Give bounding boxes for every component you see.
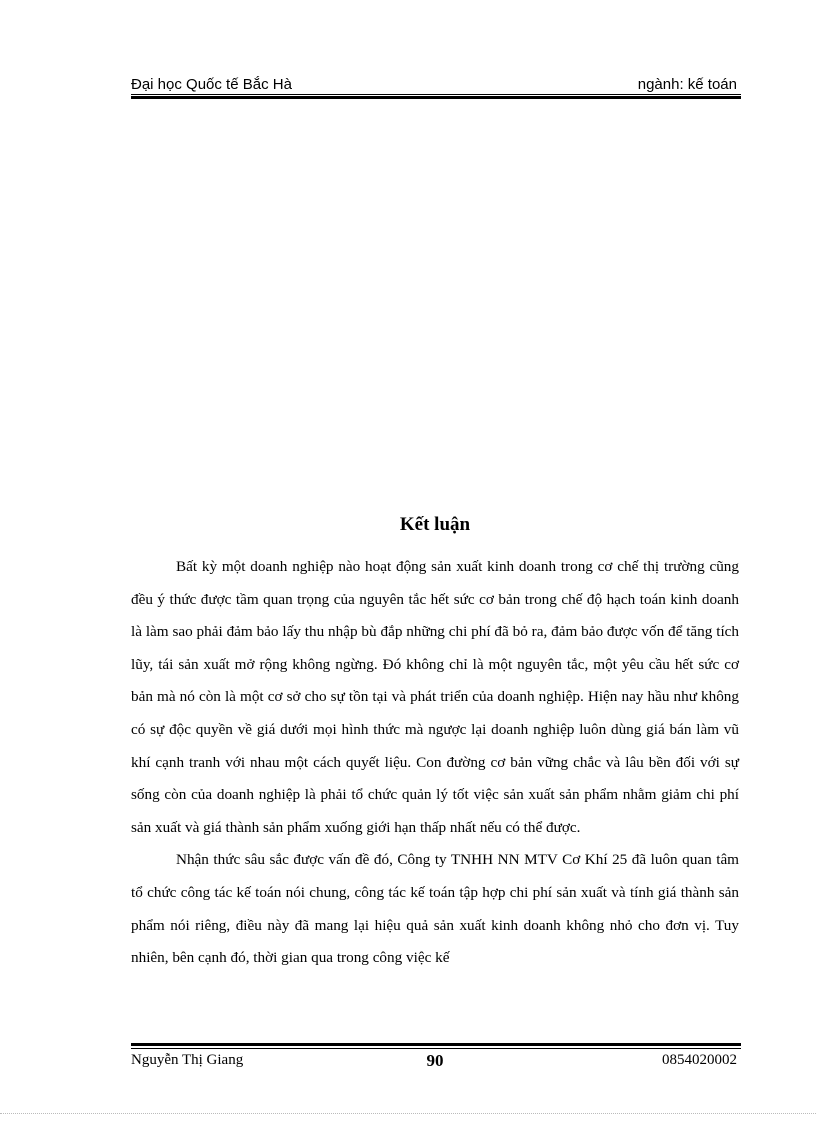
footer-rule-thick [131,1043,741,1046]
header-school: Đại học Quốc tế Bắc Hà [131,76,292,93]
footer-student-id: 0854020002 [662,1052,737,1068]
page-number: 90 [426,1051,444,1070]
body-text [131,551,739,975]
footer-rule-thin [131,1048,741,1049]
header-major: ngành: kế toán [637,76,737,93]
section-title: Kết luận [399,514,471,535]
paragraph-2: Nhận thức sâu sắc được vấn đề đó, Công ty TNHH NN MTV Cơ Khí 25 đã luôn quan tâm tổ chức công tác kế toán nói chung, công tác kế toán tập hợp chi phí sản xuất và tính giá thành sản phẩm nói riêng, điều này đã mang lại hiệu quả sản xuất kinh doanh không nhỏ cho đơn vị. Tuy nhiên, bên cạnh đó, thời gian qua trong công việc kế [131,851,739,967]
header-rule-thick [131,96,741,99]
footer-author: Nguyễn Thị Giang [131,1052,244,1068]
page-bottom-border [0,1113,816,1114]
header-rule-thin [131,94,741,95]
page-footer [131,1052,739,1074]
page-header [131,74,739,96]
paragraph-1: Bất kỳ một doanh nghiệp nào hoạt động sản xuất kinh doanh trong cơ chế thị trường cũng đều ý thức được tầm quan trọng của nguyên tắc hết sức cơ bản trong chế độ hạch toán kinh doanh là làm sao phải đảm bảo lấy thu nhập bù đắp những chi phí đã bỏ ra, đảm bảo được vốn để tăng tích lũy, tái sản xuất mở rộng không ngừng. Đó không chỉ là một nguyên tắc, một yêu cầu hết sức cơ bản mà nó còn là một cơ sở cho sự tồn tại và phát triển của doanh nghiệp. Hiện nay hầu như không có sự độc quyền về giá dưới mọi hình thức mà ngược lại doanh nghiệp luôn dùng giá bán làm vũ khí cạnh tranh với nhau một cách quyết liệu. Con đường cơ bản vững chắc và lâu bền đối với sự sống còn của doanh nghiệp là phải tổ chức quản lý tốt việc sản xuất sản phẩm nhằm giảm chi phí sản xuất và giá thành sản phẩm xuống giới hạn thấp nhất nếu có thể được. [131,558,739,836]
